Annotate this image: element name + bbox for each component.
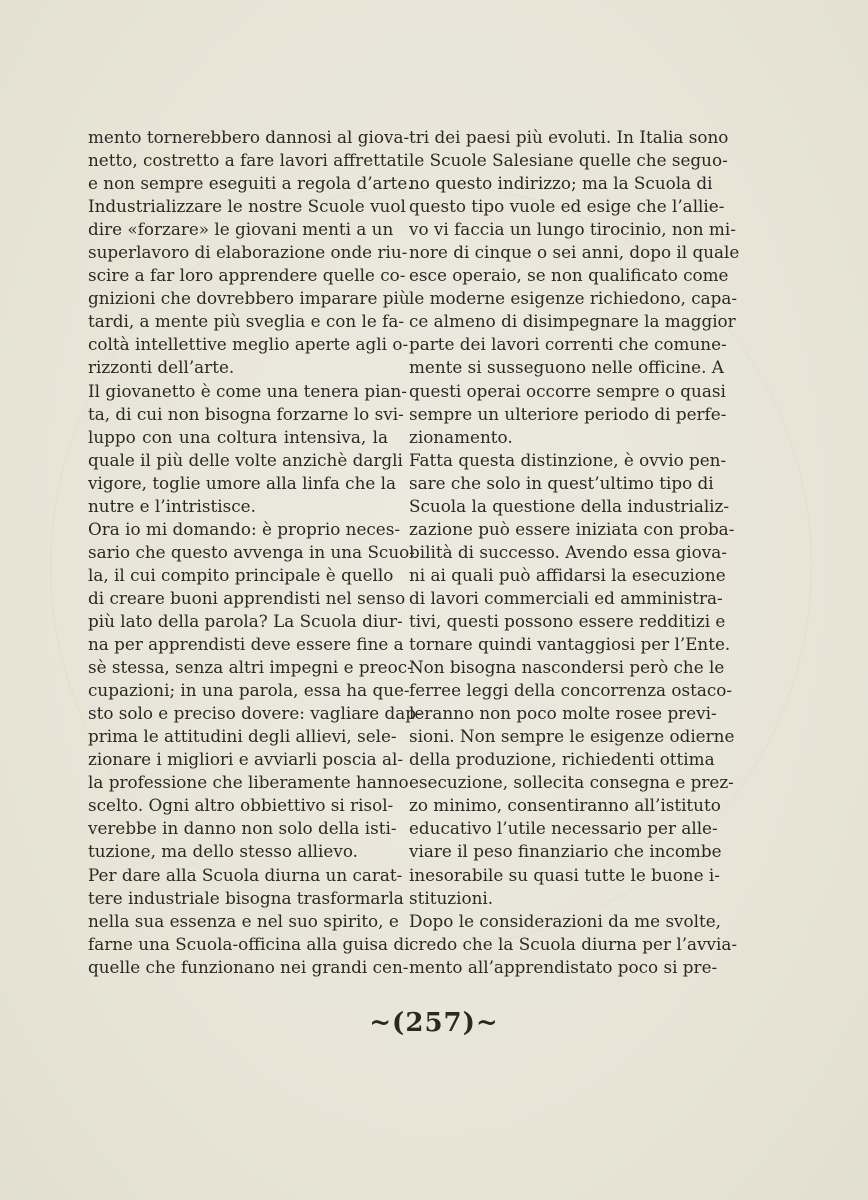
text-line: Dopo le considerazioni da me svolte, (409, 910, 722, 931)
right-text-column (409, 126, 740, 979)
text-line: zazione può essere iniziata con proba- (409, 518, 735, 539)
text-line: prima le attitudini degli allievi, sele- (88, 726, 397, 747)
text-line: inesorabile su quasi tutte le buone i- (409, 864, 720, 885)
text-line: educativo l’utile necessario per alle- (409, 818, 718, 839)
text-line: ta, di cui non bisogna forzarne lo svi- (88, 403, 404, 424)
text-line: mento all’apprendistato poco si pre- (409, 956, 718, 977)
text-line: tere industriale bisogna trasformarla (88, 887, 404, 908)
text-line: la professione che liberamente hanno (88, 772, 409, 793)
text-line: gnizioni che dovrebbero imparare più (88, 288, 410, 309)
text-line: sioni. Non sempre le esigenze odierne (409, 726, 735, 747)
text-line: farne una Scuola-officina alla guisa di (88, 933, 410, 954)
text-line: Il giovanetto è come una tenera pian- (88, 380, 407, 401)
text-line: leranno non poco molte rosee previ- (409, 703, 717, 724)
text-line: parte dei lavori correnti che comune- (409, 334, 727, 355)
text-line: mente si susseguono nelle officine. A (409, 357, 724, 378)
text-line: mento tornerebbero dannosi al giova- (88, 127, 410, 147)
text-line: credo che la Scuola diurna per l’avvia- (409, 933, 738, 954)
text-line: le Scuole Salesiane quelle che seguo- (409, 150, 728, 171)
text-line: le moderne esigenze richiedono, capa- (409, 288, 738, 309)
text-line: più lato della parola? La Scuola diur- (88, 610, 403, 631)
text-line: esecuzione, sollecita consegna e prez- (409, 772, 734, 793)
text-line: sario che questo avvenga in una Scuo- (88, 541, 415, 562)
text-line: luppo con una coltura intensiva, la (88, 426, 388, 447)
text-line: la, il cui compito principale è quello (88, 564, 394, 585)
text-line: sto solo e preciso dovere: vagliare dap- (88, 703, 422, 724)
text-line: ce almeno di disimpegnare la maggior (409, 311, 736, 332)
text-line: no questo indirizzo; ma la Scuola di (409, 173, 713, 194)
text-line: stituzioni. (409, 887, 494, 908)
text-line: ni ai quali può affidarsi la esecuzione (409, 564, 726, 585)
text-line: quale il più delle volte anzichè dargli (88, 449, 403, 470)
left-text-column (88, 126, 422, 979)
text-line: tornare quindi vantaggiosi per l’Ente. (409, 634, 731, 655)
text-line: sare che solo in quest’ultimo tipo di (409, 472, 714, 493)
text-line: di creare buoni apprendisti nel senso (88, 587, 406, 608)
text-line: zo minimo, consentiranno all’istituto (409, 795, 721, 816)
text-line: questi operai occorre sempre o quasi (409, 380, 726, 401)
text-line: Fatta questa distinzione, è ovvio pen- (409, 449, 727, 470)
text-line: coltà intellettive meglio aperte agli o- (88, 334, 409, 355)
text-line: sè stessa, senza altri impegni e preoc- (88, 657, 413, 678)
text-line: vigore, toglie umore alla linfa che la (88, 472, 397, 493)
text-line: della produzione, richiedenti ottima (409, 749, 715, 770)
text-line: Industrializzare le nostre Scuole vuol (88, 196, 406, 217)
text-line: nore di cinque o sei anni, dopo il quale (409, 242, 740, 263)
text-line: nella sua essenza e nel suo spirito, e (88, 910, 399, 931)
text-line: e non sempre eseguiti a regola d’arte. (88, 173, 413, 194)
text-line: Scuola la questione della industrializ- (409, 495, 730, 516)
text-line: di lavori commerciali ed amministra- (409, 587, 723, 608)
text-line: tuzione, ma dello stesso allievo. (88, 841, 358, 862)
text-line: nutre e l’intristisce. (88, 495, 256, 516)
text-line: na per apprendisti deve essere fine a (88, 634, 404, 655)
text-line: rizzonti dell’arte. (88, 357, 235, 378)
text-line: viare il peso finanziario che incombe (409, 841, 722, 862)
text-line: tardi, a mente più sveglia e con le fa- (88, 311, 405, 332)
text-line: tivi, questi possono essere redditizi e (409, 610, 726, 631)
text-line: zionamento. (409, 426, 513, 447)
text-line: scire a far loro apprendere quelle co- (88, 265, 406, 286)
text-line: ferree leggi della concorrenza ostaco- (409, 680, 733, 701)
text-line: dire «forzare» le giovani menti a un (88, 219, 394, 240)
text-line: Per dare alla Scuola diurna un carat- (88, 864, 403, 885)
text-line: bilità di successo. Avendo essa giova- (409, 541, 727, 562)
text-line: sempre un ulteriore periodo di perfe- (409, 403, 727, 424)
text-line: questo tipo vuole ed esige che l’allie- (409, 196, 725, 217)
text-line: tri dei paesi più evoluti. In Italia sono (409, 127, 729, 147)
text-line: cupazioni; in una parola, essa ha que- (88, 680, 410, 701)
text-line: superlavoro di elaborazione onde riu- (88, 242, 408, 263)
text-line: Ora io mi domando: è proprio neces- (88, 518, 400, 539)
text-line: scelto. Ogni altro obbiettivo si risol- (88, 795, 394, 816)
text-line: verebbe in danno non solo della isti- (88, 818, 397, 839)
text-line: Non bisogna nascondersi però che le (409, 657, 725, 678)
text-line: vo vi faccia un lungo tirocinio, non mi- (409, 219, 736, 240)
text-line: esce operaio, se non qualificato come (409, 265, 729, 286)
text-line: netto, costretto a fare lavori affrettati (88, 150, 409, 171)
text-line: zionare i migliori e avviarli poscia al- (88, 749, 403, 770)
page-number: ~(257)~ (369, 1008, 499, 1038)
text-line: quelle che funzionano nei grandi cen- (88, 956, 409, 977)
